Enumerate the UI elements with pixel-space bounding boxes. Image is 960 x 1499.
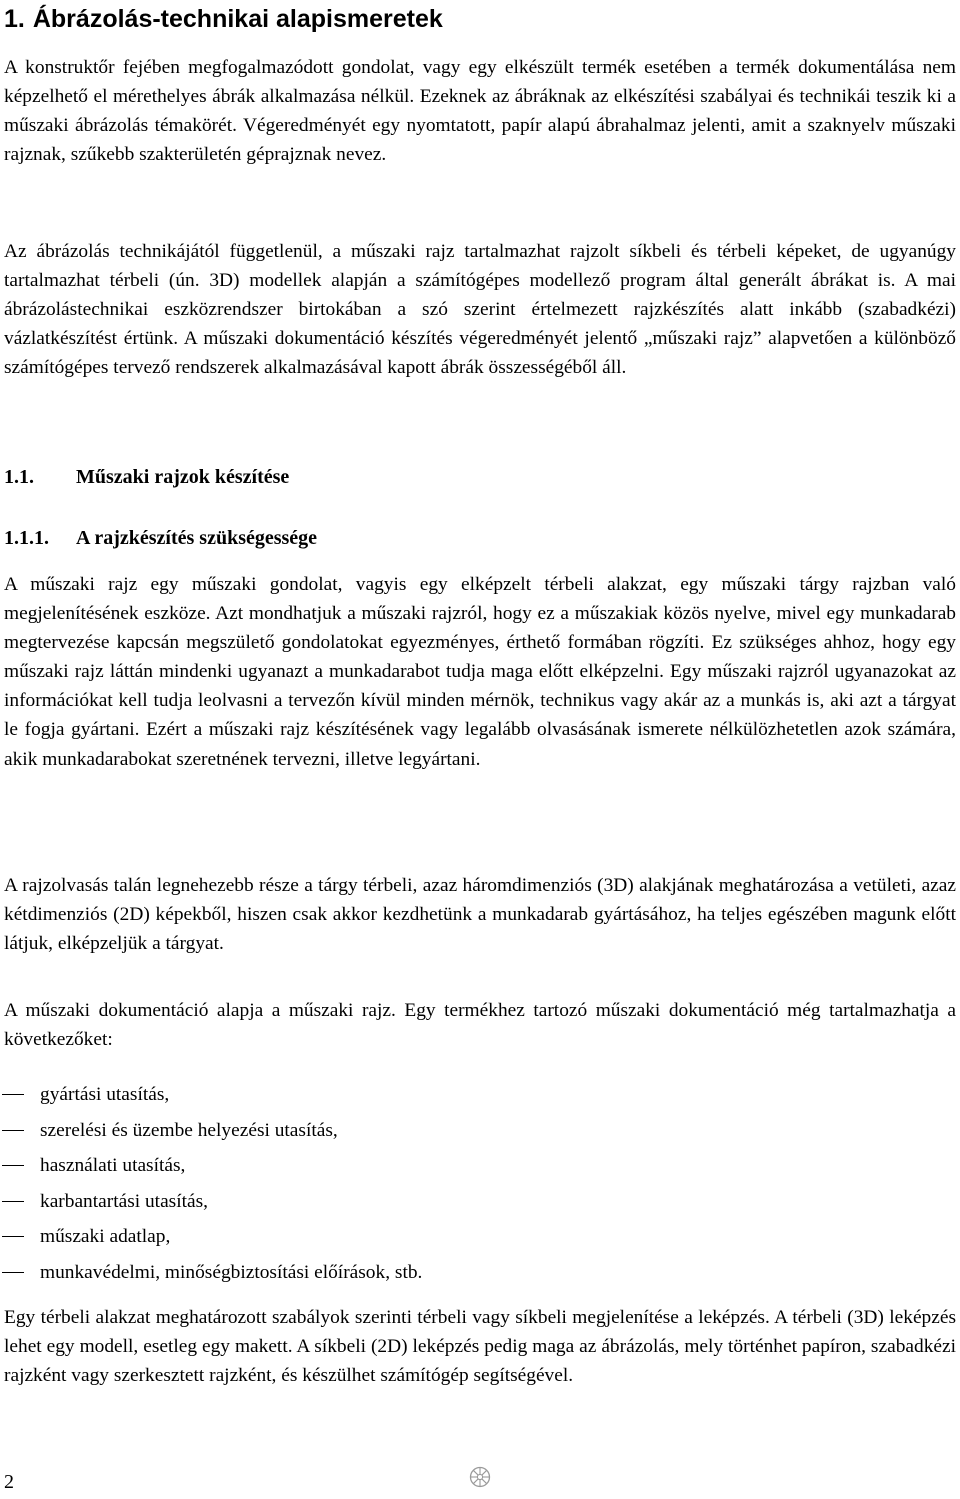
document-page: 1. Ábrázolás-technikai alapismeretek A konstruktőr fejében megfogalmazódott gondolat, vagy egy elkészült termék esetében a termék dokumentálása nem képzelhető el mérethelyes ábrák alkalmazása nélkül. Ezeknek az ábráknak az elkészítési szabályai és technikái teszik ki a műszaki ábrázolás témakörét. Végeredményét egy nyomtatott, papír alapú ábrahalmaz jelenti, amit a szaknyelv műszaki rajznak, szűkebb szakterületén géprajznak nevez. Az ábrázolás technikájától függetlenül, a műszaki rajz tartalmazhat rajzolt síkbeli és térbeli képeket, de ugyanúgy tartalmazhat térbeli (ún. 3D) modellek alapján a számítógépes modellező program által generált ábrákat is. A mai ábrázolástechnikai eszközrendszer birtokában a szó szerint értelmezett rajzkészítés alatt inkább (szabadkézi) vázlatkészítést értünk. A műszaki dokumentáció készítés végeredményét jelentő „műszaki rajz” alapvetően a különböző számítógépes tervező rendszerek alkalmazásával kapott ábrák összességéből áll. 1.1. Műszaki rajzok készítése 1.1.1. A rajzkészítés szükségessége A műszaki rajz egy műszaki gondolat, vagyis egy elképzelt térbeli alakzat, egy műszaki tárgy rajzban való megjelenítésének eszköze. Azt mondhatjuk a műszaki rajzról, hogy ez a műszakiak közös nyelve, mivel egy munkadarab megtervezése kapcsán megszülető gondolatokat egyezményes, érthető formában rögzíti. Ez szükséges ahhoz, hogy egy műszaki rajz láttán mindenki ugyanazt a munkadarabot tudja maga előtt elképzelni. Egy műszaki rajzról ugyanazokat az információkat kell tudja leolvasni a tervezőn kívül minden mérnök, technikus vagy akár az a munkás is, aki azt a tárgyat le fogja gyártani. Ezért a műszaki rajz készítésének vagy legalább olvasásának ismerete nélkülözhetetlen azok számára, akik munkadarabokat szeretnének tervezni, illetve legyártani. A rajzolvasás talán legnehezebb része a tárgy térbeli, azaz háromdimenziós (3D) alakjának meghatározása a vetületi, azaz kétdimenziós (2D) képekből, hiszen csak akkor kezdhetünk a munkadarab gyártásához, ha teljes egészében magunk előtt látjuk, elképzeljük a tárgyat. A műszaki dokumentáció alapja a műszaki rajz. Egy termékhez tartozó műszaki dokumentáció még tartalmazhatja a következőket: gyártási utasítás, szerelési és üzembe helyezési utasítás, használati utasítás, karbantartási utasítás, műszaki adatlap, munkavédelmi, minőségbiztosítási előírások, stb. Egy térbeli alakzat meghatározott szabályok szerinti térbeli vagy síkbeli megjelenítése a leképzés. A térbeli (3D) leképzés lehet egy modell, esetleg egy makett. A síkbeli (2D) leképzés pedig maga az ábrázolás, mely történhet papíron, szabadkézi rajzként vagy szerkesztett rajzként, és készülhet számítógép segítségével. 2 — [4, 5, 956, 1493]
section-number: 1.1. — [4, 466, 34, 488]
paragraph-drawing-reading: A rajzolvasás talán legnehezebb része a tárgy térbeli, azaz háromdimenziós (3D) alakjának meghatározása a vetületi, azaz kétdimenziós (2D) képekből, hiszen csak akkor kezdhetünk a munkadarab gyártásához, ha teljes egészében magunk előtt látjuk, elképzeljük a tárgyat. — [4, 875, 956, 955]
page-number: 2 — [4, 1471, 14, 1493]
paragraph-intro: A konstruktőr fejében megfogalmazódott gondolat, vagy egy elkészült termék esetében a termék dokumentálása nem képzelhető el mérethelyes ábrák alkalmazása nélkül. Ezeknek az ábráknak az elkészítési szabályai és technikái teszik ki a műszaki ábrázolás témakörét. Végeredményét egy nyomtatott, papír alapú ábrahalmaz jelenti, amit a szaknyelv műszaki rajznak, szűkebb szakterületén géprajznak nevez. — [4, 57, 956, 166]
ornament-icon — [469, 1466, 491, 1488]
chapter-number: 1. — [4, 5, 25, 33]
dash-bullet — [2, 1272, 24, 1273]
paragraph-representation: Egy térbeli alakzat meghatározott szabályok szerinti térbeli vagy síkbeli megjelenítése a leképzés. A térbeli (3D) leképzés lehet egy modell, esetleg egy makett. A síkbeli (2D) leképzés pedig maga az ábrázolás, mely történhet papíron, szabadkézi rajzként vagy szerkesztett rajzként, és készülhet számítógép segítségével. — [4, 1307, 956, 1387]
section-title: Műszaki rajzok készítése — [76, 466, 290, 488]
dash-bullet — [2, 1201, 24, 1202]
subsection-number: 1.1.1. — [4, 527, 49, 549]
paragraph-technical-drawing: A műszaki rajz egy műszaki gondolat, vagyis egy elképzelt térbeli alakzat, egy műszaki tárgy rajzban való megjelenítésének eszköze. Azt mondhatjuk a műszaki rajzról, hogy ez a műszakiak közös nyelve, mivel egy munkadarab megtervezése kapcsán megszülető gondolatokat egyezményes, érthető formában rögzíti. Ez szükséges ahhoz, hogy egy műszaki rajz láttán mindenki ugyanazt a munkadarabot tudja maga előtt elképzelni. Egy műszaki rajzról ugyanazokat az információkat kell tudja leolvasni a tervezőn kívül minden mérnök, technikus vagy akár az a munkás is, aki azt a tárgyat le fogja gyártani. Ezért a műszaki rajz készítésének vagy legalább olvasásának ismerete nélkülözhetetlen azok számára, akik munkadarabokat szeretnének tervezni, illetve legyártani. — [4, 574, 956, 770]
subsection-heading — [4, 523, 317, 553]
chapter-heading — [4, 4, 443, 34]
dash-bullet — [2, 1094, 24, 1095]
section-heading — [4, 462, 289, 492]
dash-bullet — [2, 1130, 24, 1131]
paragraph-documentation: A műszaki dokumentáció alapja a műszaki rajz. Egy termékhez tartozó műszaki dokumentáció még tartalmazhatja a következőket: — [4, 1000, 956, 1051]
dash-bullet — [2, 1165, 24, 1166]
subsection-title: A rajzkészítés szükségessége — [76, 527, 318, 549]
paragraph-techniques: Az ábrázolás technikájától függetlenül, a műszaki rajz tartalmazhat rajzolt síkbeli és térbeli képeket, de ugyanúgy tartalmazhat térbeli (ún. 3D) modellek alapján a számítógépes modellező program által generált ábrákat is. A mai ábrázolástechnikai eszközrendszer birtokában a szó szerint értelmezett rajzkészítés alatt inkább (szabadkézi) vázlatkészítést értünk. A műszaki dokumentáció készítés végeredményét jelentő „műszaki rajz” alapvetően a különböző számítógépes tervező rendszerek alkalmazásával kapott ábrák összességéből áll. — [4, 241, 956, 379]
chapter-title: Ábrázolás-technikai alapismeretek — [32, 5, 443, 33]
dash-bullet — [2, 1236, 24, 1237]
